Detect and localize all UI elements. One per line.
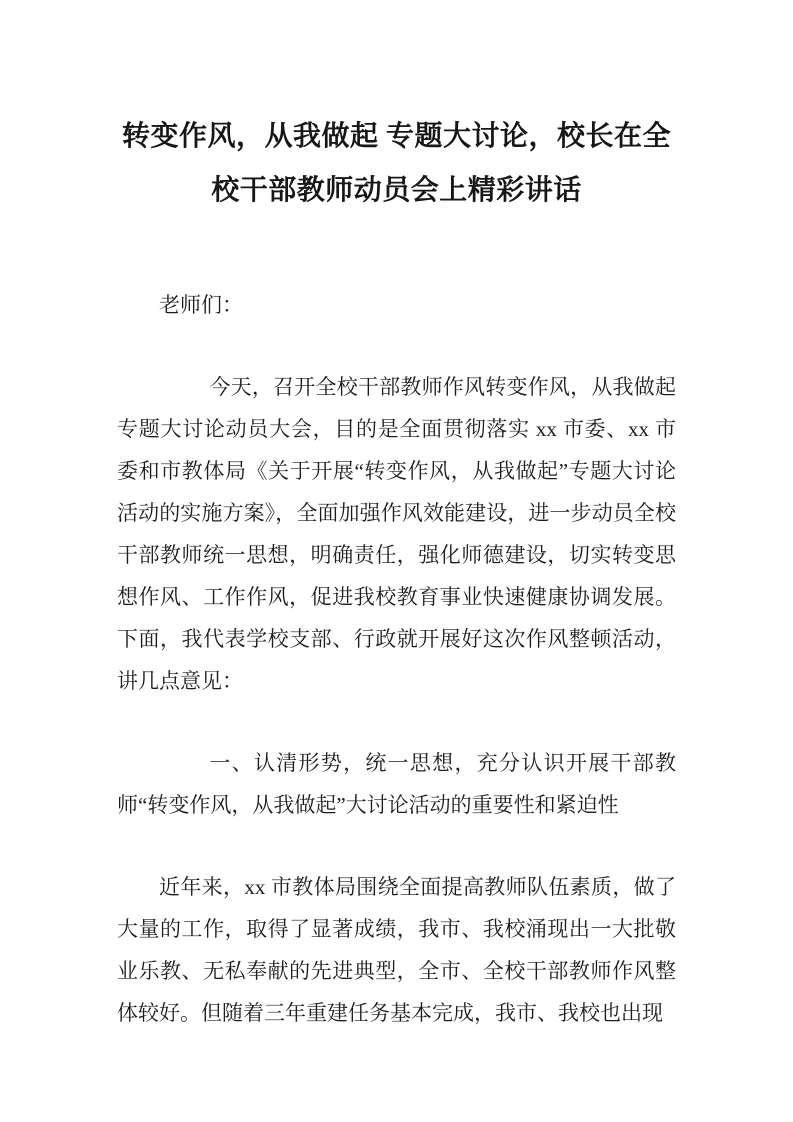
paragraph-body: 近年来，xx 市教体局围绕全面提高教师队伍素质，做了大量的工作，取得了显著成绩，我市、我校涌现出一大批敬业乐教、无私奉献的先进典型，全市、全校干部教师作风整体较好。但随着三年重建任务基本完成，我市、我校也出现	[117, 875, 676, 1025]
paragraph-intro: 今天，召开全校干部教师作风转变作风，从我做起专题大讨论动员大会，目的是全面贯彻落实 xx 市委、xx 市委和市教体局《关于开展“转变作风，从我做起”专题大讨论活动的实施方案》，全面加强作风效能建设，进一步动员全校干部教师统一思想，明确责任，强化师德建设，切实转变思想作风、工作作风，促进我校教育事业快速健康协调发展。下面，我代表学校支部、行政就开展好这次作风整顿活动，讲几点意见：	[117, 375, 676, 693]
document-title: 转变作风，从我做起 专题大讨论，校长在全校干部教师动员会上精彩讲话	[121, 121, 671, 206]
paragraph-section-heading: 一、认清形势，统一思想，充分认识开展干部教师“转变作风，从我做起”大讨论活动的重要性和紧迫性	[117, 751, 676, 817]
paragraph-salutation: 老师们：	[159, 293, 243, 317]
